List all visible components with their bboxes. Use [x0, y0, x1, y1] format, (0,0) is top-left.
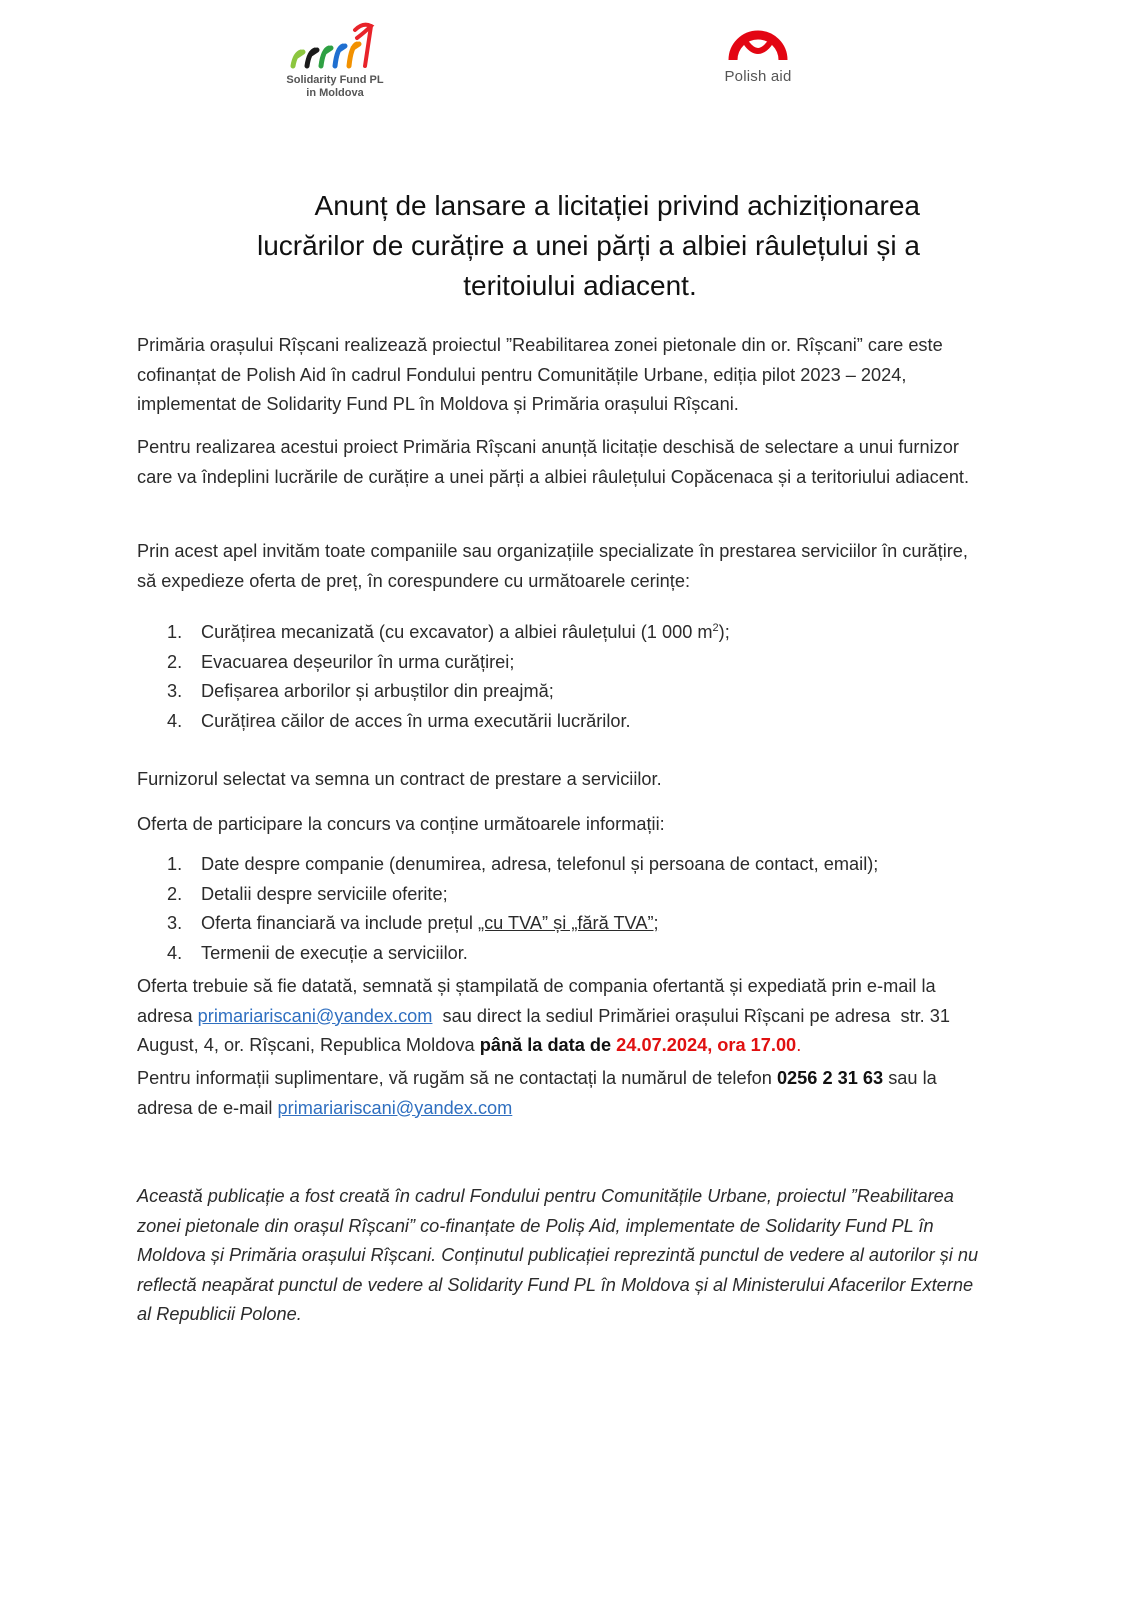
title-line-3: teritoiului adiacent.: [463, 270, 697, 301]
submission-text: Oferta trebuie să fie datată, semnată și ștampilată de compania ofertantă și expediată prin e-mail la adresa: [137, 976, 936, 1026]
list-number: 1.: [167, 854, 183, 874]
submission-address-text: sau direct la sediul Primăriei orașului Rîșcani pe adresa str. 31 August, 4, or. Rîșcani, Republica Moldova: [137, 1005, 955, 1055]
contract-paragraph: Furnizorul selectat va semna un contract de prestare a serviciilor.: [137, 769, 662, 789]
list-text: Evacuarea deșeurilor în urma curățirei;: [201, 651, 515, 672]
list-item: [137, 648, 987, 678]
vat-underlined-text: „cu TVA” și „fără TVA”;: [478, 913, 659, 933]
list-item: [137, 677, 987, 707]
document-title: [180, 186, 940, 306]
polish-aid-smile-icon: [725, 14, 791, 64]
deadline-label: până la data de: [479, 1035, 617, 1055]
list-number: 2.: [167, 883, 183, 904]
deadline-end: .: [796, 1035, 802, 1055]
contact-paragraph: [137, 1064, 987, 1123]
list-text-tail: );: [718, 622, 730, 642]
list-text: Detalii despre serviciile oferite;: [201, 883, 448, 904]
list-text: Curățirea mecanizată (cu excavator) a albiei râulețului (1 000 m: [201, 622, 713, 642]
email-link[interactable]: primariariscani@yandex.com: [197, 1005, 433, 1026]
list-item: [137, 850, 987, 880]
requirements-list: [137, 618, 987, 736]
phone-number: 0256 2 31 63: [776, 1068, 884, 1088]
list-text: Date despre companie (denumirea, adresa, telefonul și persoana de contact, email);: [201, 854, 879, 874]
contact-text: Pentru informații suplimentare, vă rugăm să ne contactați la numărul de telefon: [137, 1068, 777, 1088]
polish-aid-caption: Polish aid: [724, 68, 792, 85]
list-number: 4.: [167, 710, 183, 731]
contact-email-link[interactable]: primariariscani@yandex.com: [277, 1097, 513, 1118]
list-number: 3.: [167, 681, 183, 701]
title-line-1: Anunț de lansare a licitației privind achiziționarea: [314, 190, 920, 221]
logo-line-2: in Moldova: [306, 87, 364, 99]
list-text: Curățirea căilor de acces în urma executării lucrărilor.: [201, 710, 631, 731]
solidarity-fund-logo: [280, 16, 390, 106]
disclaimer-paragraph: Această publicație a fost creată în cadrul Fondului pentru Comunitățile Urbane, proiectul ”Reabilitarea zonei pietonale din orașul Rîșcani” co-finanțate de Poliș Aid, implementate de Solidarity Fund PL în Moldova și Primăria orașului Rîșcani. Conținutul publicației reprezintă punctul de vedere al autorilor și nu reflectă neapărat punctul de vedere al Solidarity Fund PL în Moldova și al Ministerului Afacerilor Externe al Republicii Polone.: [137, 1186, 979, 1324]
intro-paragraph: Primăria orașului Rîșcani realizează proiectul ”Reabilitarea zonei pietonale din or. Rîșcani” care este cofinanțat de Polish Aid în cadrul Fondului pentru Comunitățile Urbane, ediția pilot 2023 – 2024, implementat de Solidarity Fund PL în Moldova și Primăria orașului Rîșcani.: [137, 335, 943, 414]
offer-contents-heading: Oferta de participare la concurs va conține următoarele informații:: [137, 814, 665, 834]
list-item: [137, 880, 987, 910]
list-text: Termenii de execuție a serviciilor.: [201, 942, 468, 963]
polish-aid-logo: [712, 14, 804, 94]
list-number: 1.: [167, 622, 183, 642]
invitation-paragraph: Prin acest apel invităm toate companiile sau organizațiile specializate în prestarea serviciilor în curățire, să expedieze oferta de preț, în corespundere cu următoarele cerințe:: [137, 541, 968, 591]
solidarity-fund-flag-icon: [285, 16, 385, 72]
deadline-value: 24.07.2024, ora 17.00: [616, 1035, 797, 1055]
list-text: Defișarea arborilor și arbuștilor din preajmă;: [201, 681, 554, 701]
list-item: [137, 909, 987, 939]
contact-text-2: sau la adresa de e-mail: [137, 1068, 937, 1118]
list-item: [137, 939, 987, 969]
list-number: 2.: [167, 651, 183, 672]
logo-line-1: Solidarity Fund PL: [286, 74, 384, 86]
tender-paragraph: Pentru realizarea acestui proiect Primăria Rîșcani anunță licitație deschisă de selectare a unui furnizor care va îndeplini lucrările de curățire a unei părți a albiei râulețului Copăcenaca și a teritoriului adiacent.: [137, 437, 970, 487]
list-number: 4.: [167, 942, 183, 963]
list-item: [137, 618, 987, 648]
list-item: [137, 707, 987, 737]
submission-paragraph: [137, 972, 987, 1061]
list-number: 3.: [167, 913, 183, 933]
title-line-2: lucrărilor de curățire a unei părți a albiei râulețului și a: [256, 230, 920, 261]
offer-contents-list: [137, 850, 987, 968]
superscript: 2: [712, 621, 719, 634]
list-text: Oferta financiară va include prețul: [201, 913, 479, 933]
